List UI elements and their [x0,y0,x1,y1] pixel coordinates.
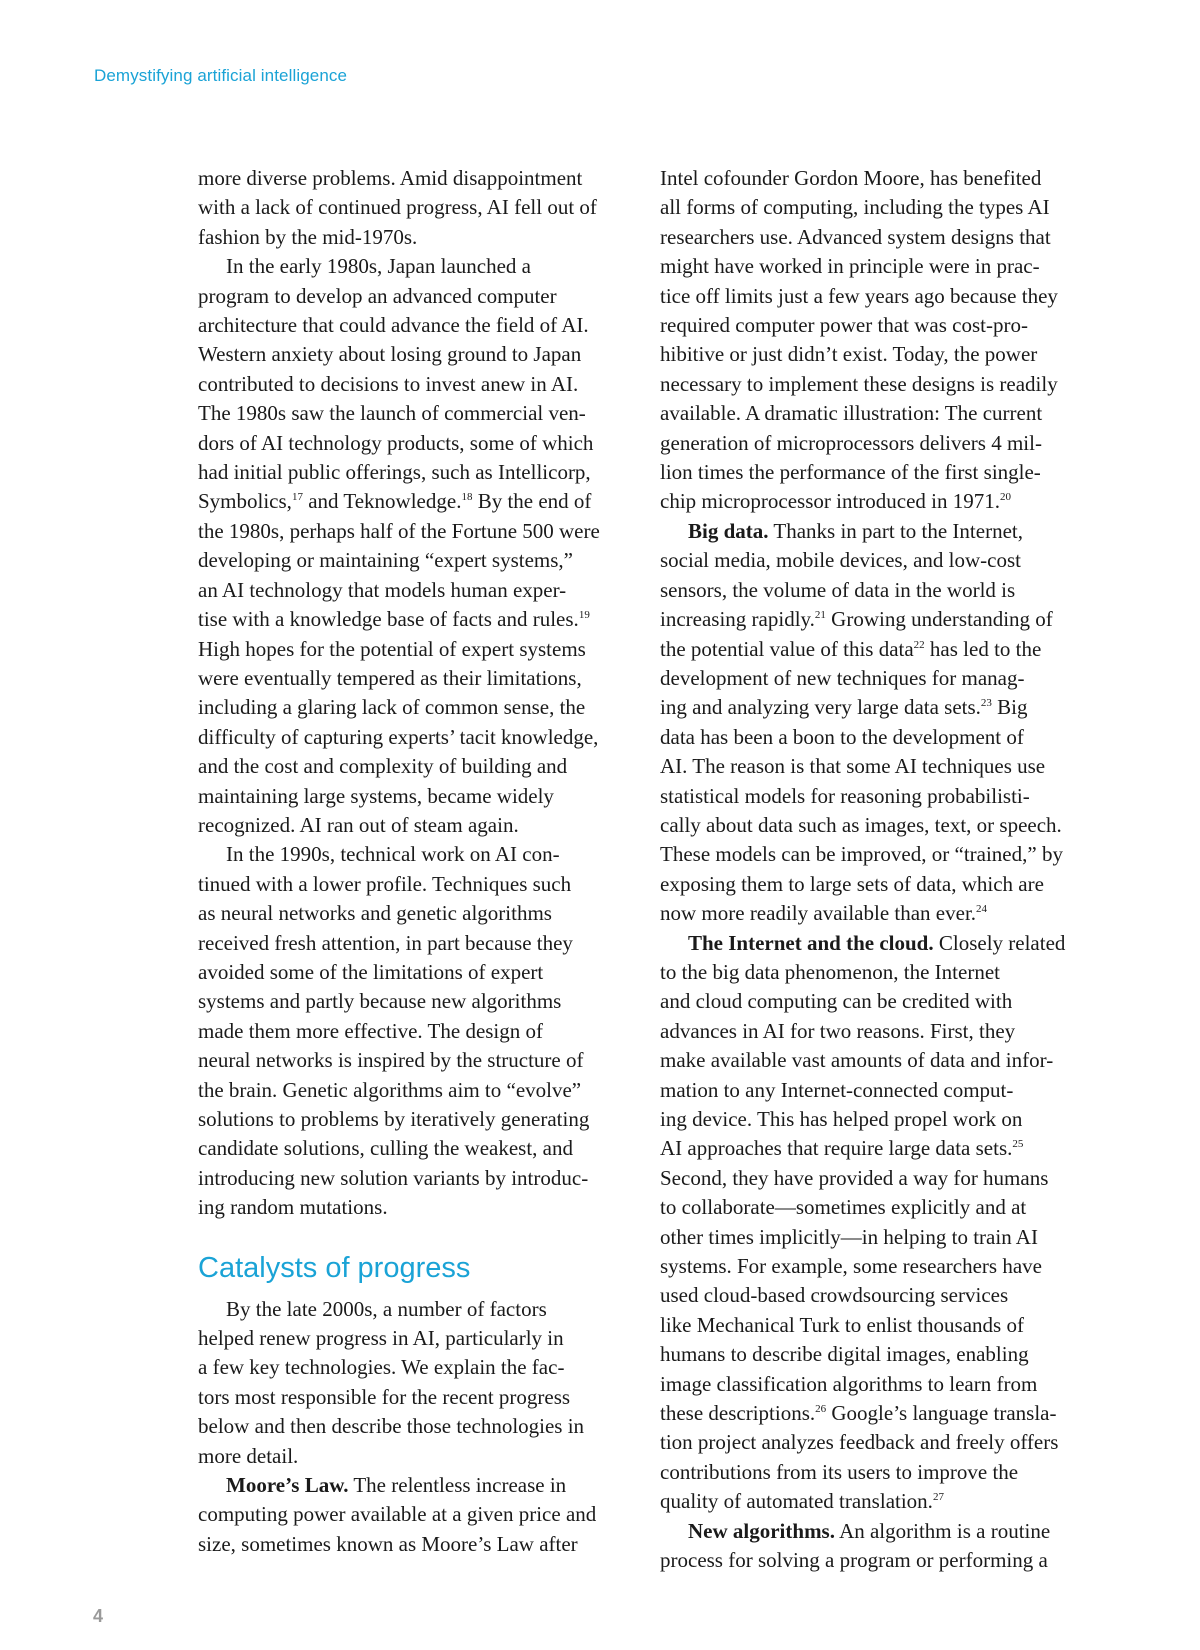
text-run: The relentless increase in [348,1473,567,1498]
text-line: social media, mobile devices, and low-cost [660,548,1021,573]
footnote-ref-24: 24 [976,903,988,916]
text-line: advances in AI for two reasons. First, they [660,1018,1016,1043]
text-line: In the 1990s, technical work on AI con- [226,842,560,867]
text-line [660,605,1082,634]
right-column [660,164,1082,1576]
text-run: these descriptions. [660,1401,816,1426]
text-line: Western anxiety about losing ground to Japan [198,342,582,367]
footnote-ref-22: 22 [913,638,925,651]
text-line: required computer power that was cost-pro- [660,313,1028,338]
paragraph [660,164,1082,517]
text-line: and cloud computing can be credited with [660,989,1013,1014]
paragraph [198,252,618,840]
text-line: ing device. This has helped propel work on [660,1107,1023,1131]
text-line [198,487,618,516]
text-line: including a glaring lack of common sense, the [198,695,586,720]
text-line: used cloud-based crowdsourcing services [660,1283,1009,1308]
paragraph [660,517,1082,929]
text-line [660,1399,1082,1428]
paragraph [198,1295,618,1471]
text-line: image classification algorithms to learn from [660,1371,1038,1396]
text-line [660,1487,1082,1516]
text-line [660,929,1082,958]
text-line: had initial public offerings, such as Intellicorp, [198,460,591,485]
text-line: available. A dramatic illustration: The current [660,401,1043,426]
text-run: Symbolics, [198,489,292,514]
text-line: In the early 1980s, Japan launched a [226,254,531,279]
text-line: These models can be improved, or “trained,” by [660,842,1063,867]
text-line: generation of microprocessors delivers 4 mil- [660,430,1042,455]
text-line: avoided some of the limitations of expert [198,959,544,984]
text-line: more diverse problems. Amid disappointment [198,166,583,190]
text-line: the 1980s, perhaps half of the Fortune 500 were [198,518,600,543]
text-line: to collaborate—sometimes explicitly and at [660,1195,1027,1220]
text-run: An algorithm is a routine [834,1518,1051,1543]
run-in-heading: Big data. [688,518,769,543]
run-in-heading: Moore’s Law. [226,1473,349,1498]
page-number: 4 [93,1606,104,1626]
text-line [198,1471,618,1500]
text-line: contributed to decisions to invest anew in AI. [198,371,579,396]
text-line: humans to describe digital images, enabling [660,1342,1029,1367]
text-line [660,487,1082,516]
text-run: Growing understanding of [825,607,1053,632]
text-run: now more readily available than ever. [660,901,977,926]
paragraph [198,840,618,1222]
text-run: Thanks in part to the Internet, [768,518,1023,543]
text-run: Google’s language transla- [826,1401,1057,1426]
text-line: neural networks is inspired by the structure of [198,1048,584,1073]
run-in-heading: New algorithms. [688,1518,835,1543]
text-line: tice off limits just a few years ago because they [660,283,1058,308]
text-line: process for solving a program or performing a [660,1548,1048,1573]
text-line: contributions from its users to improve the [660,1459,1019,1484]
text-line [198,605,618,634]
text-line: development of new techniques for manag- [660,665,1025,690]
text-run: By the end of [472,489,592,514]
text-line: computing power available at a given price and [198,1502,597,1527]
text-line: solutions to problems by iteratively generating [198,1107,590,1131]
text-line: architecture that could advance the field of AI. [198,313,589,338]
text-line [660,1517,1082,1546]
footnote-ref-18: 18 [461,491,473,504]
footnote-ref-21: 21 [814,609,826,622]
paragraph [660,929,1082,1517]
text-line: fashion by the mid-1970s. [198,224,418,249]
text-line: other times implicitly—in helping to train AI [660,1224,1038,1249]
text-line: systems. For example, some researchers have [660,1254,1042,1279]
text-run: tise with a knowledge base of facts and rules. [198,607,579,632]
text-line: helped renew progress in AI, particularly in [198,1326,564,1351]
text-line: data has been a boon to the development of [660,724,1024,749]
text-line: might have worked in principle were in prac- [660,254,1040,279]
paragraph [198,1471,618,1559]
text-run: and Teknowledge. [302,489,462,514]
text-line: Second, they have provided a way for humans [660,1165,1049,1190]
text-line: researchers use. Advanced system designs that [660,224,1051,249]
paragraph [198,164,618,252]
text-line: with a lack of continued progress, AI fell out of [198,195,597,220]
section-heading: Catalysts of progress [198,1251,471,1284]
text-line: candidate solutions, culling the weakest, and [198,1136,573,1161]
text-line: The 1980s saw the launch of commercial ven- [198,401,586,426]
text-line: lion times the performance of the first single- [660,460,1041,485]
text-run: AI approaches that require large data sets. [660,1136,1013,1161]
text-line: make available vast amounts of data and infor- [660,1048,1054,1073]
text-line [660,693,1082,722]
text-line: a few key technologies. We explain the fac- [198,1355,565,1380]
text-line: tors most responsible for the recent progress [198,1384,571,1409]
text-line: statistical models for reasoning probabilisti- [660,783,1030,808]
text-line: like Mechanical Turk to enlist thousands of [660,1312,1024,1337]
text-line: to the big data phenomenon, the Internet [660,959,1000,984]
text-line [660,517,1082,546]
text-line: High hopes for the potential of expert systems [198,636,586,661]
text-line [660,635,1082,664]
text-line: tion project analyzes feedback and freely offers [660,1430,1059,1455]
running-header-title: Demystifying artificial intelligence [94,66,348,85]
text-run: has led to the [924,636,1042,661]
footnote-ref-20: 20 [1000,491,1011,504]
text-line: maintaining large systems, became widely [198,783,554,808]
text-line: more detail. [198,1443,299,1468]
text-line: made them more effective. The design of [198,1018,544,1043]
paragraph [660,1517,1082,1576]
text-line: program to develop an advanced computer [198,283,557,308]
text-line: difficulty of capturing experts’ tacit knowledge, [198,724,599,749]
footnote-ref-27: 27 [932,1491,944,1504]
text-line: ing random mutations. [198,1195,388,1220]
run-in-heading: The Internet and the cloud. [688,930,934,955]
text-line: By the late 2000s, a number of factors [226,1296,547,1321]
footnote-ref-17: 17 [291,491,303,504]
text-line: recognized. AI ran out of steam again. [198,812,519,837]
text-line [660,1134,1082,1163]
footnote-ref-25: 25 [1012,1138,1024,1151]
text-line: tinued with a lower profile. Techniques such [198,871,572,896]
text-run: chip microprocessor introduced in 1971. [660,489,1000,514]
text-run: quality of automated translation. [660,1489,933,1514]
text-line: introducing new solution variants by introduc- [198,1165,589,1190]
text-line: hibitive or just didn’t exist. Today, the power [660,342,1038,367]
text-line: necessary to implement these designs is readily [660,371,1058,396]
text-line: were eventually tempered as their limitations, [198,665,582,690]
text-line: an AI technology that models human exper- [198,577,567,602]
text-line: received fresh attention, in part because they [198,930,573,955]
text-line: sensors, the volume of data in the world is [660,577,1016,602]
text-line: mation to any Internet-connected comput- [660,1077,1014,1102]
text-run: increasing rapidly. [660,607,815,632]
text-line: cally about data such as images, text, or speech. [660,812,1062,837]
text-line: as neural networks and genetic algorithms [198,901,552,926]
text-run: Closely related [933,930,1066,955]
text-line: Intel cofounder Gordon Moore, has benefited [660,166,1042,190]
text-line: dors of AI technology products, some of which [198,430,594,455]
footnote-ref-26: 26 [815,1403,827,1416]
text-line: the brain. Genetic algorithms aim to “evolve” [198,1077,582,1102]
footnote-ref-23: 23 [980,697,992,710]
text-line: systems and partly because new algorithms [198,989,562,1014]
text-line [660,899,1082,928]
footnote-ref-19: 19 [578,609,590,622]
text-run: Big [991,695,1028,720]
text-line: developing or maintaining “expert systems,” [198,548,573,573]
text-run: the potential value of this data [660,636,914,661]
text-line: AI. The reason is that some AI techniques use [660,754,1046,779]
left-column [198,164,618,1559]
text-line: below and then describe those technologies in [198,1414,585,1439]
text-run: ing and analyzing very large data sets. [660,695,981,720]
text-line: and the cost and complexity of building and [198,754,568,779]
text-line: exposing them to large sets of data, which are [660,871,1044,896]
text-line: all forms of computing, including the types AI [660,195,1050,220]
text-line: size, sometimes known as Moore’s Law after [198,1531,578,1556]
